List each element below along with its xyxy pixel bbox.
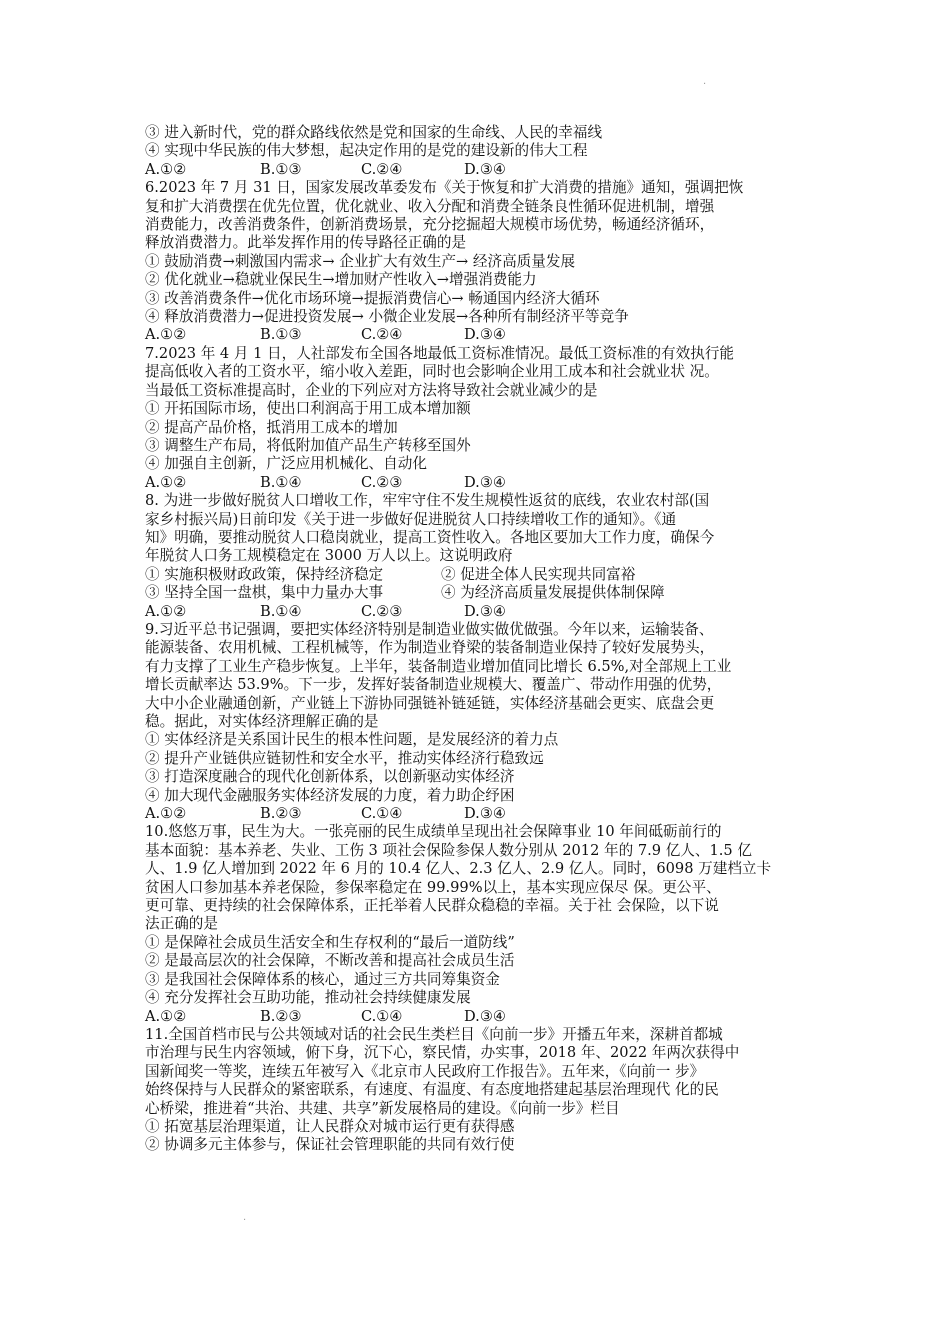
q8-stem-line: 知》明确，要推动脱贫人口稳岗就业，提高工资性收入。各地区要加大工作力度，确保今 bbox=[145, 528, 715, 546]
q7-item-4: ④ 加强自主创新，广泛应用机械化、自动化 bbox=[145, 455, 427, 473]
q9-item-2: ② 提升产业链供应链韧性和安全水平，推动实体经济行稳致远 bbox=[145, 749, 544, 767]
q10-option-d[interactable]: D.③④ bbox=[464, 1007, 506, 1025]
question-6 bbox=[145, 179, 810, 345]
q10-item-3: ③ 是我国社会保障体系的核心，通过三方共同筹集资金 bbox=[145, 970, 500, 988]
q6-item-1: ① 鼓励消费→刺激国内需求→ 企业扩大有效生产→ 经济高质量发展 bbox=[145, 252, 576, 270]
q5-option-d[interactable]: D.③④ bbox=[464, 160, 506, 178]
q8-item-1: ① 实施积极财政政策，保持经济稳定 bbox=[145, 565, 384, 583]
q8-options bbox=[145, 603, 810, 621]
q11-stem-line: 心桥梁，推进着“共治、共建、共享”新发展格局的建设。《向前一步》栏目 bbox=[145, 1099, 620, 1117]
q9-stem-line: 能源装备、农用机械、工程机械等，作为制造业脊梁的装备制造业保持了较好发展势头， bbox=[145, 639, 715, 657]
q6-stem-line: 释放消费潜力。此举发挥作用的传导路径正确的是 bbox=[145, 234, 467, 252]
q7-option-a[interactable]: A.①② bbox=[145, 473, 187, 491]
q10-stem-line: 法正确的是 bbox=[145, 915, 218, 933]
q5-options bbox=[145, 161, 810, 179]
q7-stem-line: 提高低收入者的工资水平，缩小收入差距，同时也会影响企业用工成本和社会就业状 况。 bbox=[145, 363, 719, 381]
q9-item-3: ③ 打造深度融合的现代化创新体系，以创新驱动实体经济 bbox=[145, 768, 515, 786]
q6-option-d[interactable]: D.③④ bbox=[464, 326, 506, 344]
q10-options bbox=[145, 1008, 810, 1026]
q5-item-4: ④ 实现中华民族的伟大梦想，起决定作用的是党的建设新的伟大工程 bbox=[145, 142, 588, 160]
top-dot-mark: . bbox=[703, 76, 707, 87]
q11-item-1: ① 拓宽基层治理渠道，让人民群众对城市运行更有获得感 bbox=[145, 1117, 515, 1135]
q7-option-c[interactable]: C.②③ bbox=[361, 473, 403, 491]
q9-stem-line: 大中小企业融通创新，产业链上下游协同强链补链延链，实体经济基础会更实、底盘会更 bbox=[145, 694, 715, 712]
q6-item-4: ④ 释放消费潜力→促进投资发展→ 小微企业发展→各种所有制经济平等竞争 bbox=[145, 308, 629, 326]
q7-stem-line: 当最低工资标准提高时，企业的下列应对方法将导致社会就业减少的是 bbox=[145, 381, 598, 399]
q8-stem-line: 年脱贫人口务工规模稳定在 3000 万人以上。这说明政府 bbox=[145, 547, 513, 565]
question-11 bbox=[145, 1026, 810, 1155]
q9-stem-line: 增长贡献率达 53.9%。下一步，发挥好装备制造业规模大、覆盖广、带动作用强的优势， bbox=[145, 676, 722, 694]
q10-option-c[interactable]: C.①④ bbox=[361, 1007, 403, 1025]
q9-item-4: ④ 加大现代金融服务实体经济发展的力度，着力助企纾困 bbox=[145, 786, 515, 804]
q10-stem-line: 10.悠悠万事，民生为大。一张亮丽的民生成绩单呈现出社会保障事业 10 年间砥砺前行的 bbox=[145, 823, 722, 841]
q9-stem-line: 稳。据此，对实体经济理解正确的是 bbox=[145, 713, 379, 730]
question-9 bbox=[145, 621, 810, 823]
q7-item-3: ③ 调整生产布局，将低附加值产品生产转移至国外 bbox=[145, 436, 471, 454]
q10-stem-line: 更可靠、更持续的社会保障体系，正托举着人民群众稳稳的幸福。关于社 会保险，以下说 bbox=[145, 897, 719, 915]
q8-stem-line: 家乡村振兴局)日前印发《关于进一步做好促进脱贫人口持续增收工作的通知》。《通 bbox=[145, 510, 677, 528]
exam-page bbox=[145, 124, 810, 1155]
q10-stem-line: 人、1.9 亿人增加到 2022 年 6 月的 10.4 亿人、2.3 亿人、2.9 亿人。同时，6098 万建档立卡 bbox=[145, 860, 772, 878]
q6-item-3: ③ 改善消费条件→优化市场环境→提振消费信心→ 畅通国内经济大循环 bbox=[145, 289, 600, 307]
q11-stem-line: 始终保持与人民群众的紧密联系，有速度、有温度、有态度地搭建起基层治理现代 化的民 bbox=[145, 1081, 719, 1099]
q11-stem-line: 市治理与民生内容领域，俯下身，沉下心，察民情，办实事，2018 年、2022 年两次获得中 bbox=[145, 1044, 740, 1062]
q8-item-4: ④ 为经济高质量发展提供体制保障 bbox=[441, 584, 665, 602]
q10-option-a[interactable]: A.①② bbox=[145, 1007, 187, 1025]
q9-option-c[interactable]: C.①④ bbox=[361, 805, 403, 823]
bottom-dot-mark: . bbox=[243, 1212, 247, 1223]
q5-option-c[interactable]: C.②④ bbox=[361, 160, 403, 178]
q9-stem-line: 有力支撑了工业生产稳步恢复。上半年，装备制造业增加值同比增长 6.5%,对全部规上工业 bbox=[145, 657, 732, 675]
q6-option-b[interactable]: B.①③ bbox=[260, 326, 302, 344]
q6-options bbox=[145, 326, 810, 344]
q7-option-d[interactable]: D.③④ bbox=[464, 473, 506, 491]
q10-item-2: ② 是最高层次的社会保障，不断改善和提高社会成员生活 bbox=[145, 952, 515, 970]
q8-items-row bbox=[145, 584, 810, 602]
q8-option-d[interactable]: D.③④ bbox=[464, 602, 506, 620]
q8-option-b[interactable]: B.①④ bbox=[260, 602, 302, 620]
q10-stem-line: 贫困人口参加基本养老保险，参保率稳定在 99.99%以上，基本实现应保尽 保。更公平、 bbox=[145, 878, 721, 896]
question-7 bbox=[145, 345, 810, 492]
question-5-tail bbox=[145, 124, 810, 179]
q9-option-b[interactable]: B.②③ bbox=[260, 805, 302, 823]
q8-items-row bbox=[145, 566, 810, 584]
q7-item-1: ① 开拓国际市场，使出口利润高于用工成本增加额 bbox=[145, 400, 471, 418]
q9-item-1: ① 实体经济是关系国计民生的根本性问题，是发展经济的着力点 bbox=[145, 731, 559, 749]
q5-item-3: ③ 进入新时代，党的群众路线依然是党和国家的生命线、人民的幸福线 bbox=[145, 124, 603, 141]
q11-stem-line: 11.全国首档市民与公共领域对话的社会民生类栏目《向前一步》开播五年来，深耕首都城 bbox=[145, 1025, 723, 1043]
q6-stem-line: 消费能力，改善消费条件，创新消费场景，充分挖掘超大规模市场优势，畅通经济循环， bbox=[145, 216, 715, 234]
q10-item-1: ① 是保障社会成员生活安全和生存权利的“最后一道防线” bbox=[145, 933, 515, 951]
q6-stem-line: 复和扩大消费摆在优先位置，优化就业、收入分配和消费全链条良性循环促进机制，增强 bbox=[145, 197, 715, 215]
q10-item-4: ④ 充分发挥社会互助功能，推动社会持续健康发展 bbox=[145, 989, 471, 1007]
q11-stem-line: 国新闻奖一等奖，连续五年被写入《北京市人民政府工作报告》。五年来，《向前一 步》 bbox=[145, 1062, 705, 1080]
q9-options bbox=[145, 805, 810, 823]
q6-option-a[interactable]: A.①② bbox=[145, 326, 187, 344]
q6-item-2: ② 优化就业→稳就业保民生→增加财产性收入→增强消费能力 bbox=[145, 271, 537, 289]
q7-options bbox=[145, 474, 810, 492]
q5-option-b[interactable]: B.①③ bbox=[260, 160, 302, 178]
q6-option-c[interactable]: C.②④ bbox=[361, 326, 403, 344]
q5-option-a[interactable]: A.①② bbox=[145, 160, 187, 178]
q7-item-2: ② 提高产品价格，抵消用工成本的增加 bbox=[145, 418, 398, 436]
question-10 bbox=[145, 823, 810, 1025]
question-8 bbox=[145, 492, 810, 621]
q8-option-c[interactable]: C.②③ bbox=[361, 602, 403, 620]
q9-stem-line: 9.习近平总书记强调，要把实体经济特别是制造业做实做优做强。今年以来，运输装备、 bbox=[145, 620, 714, 638]
q7-option-b[interactable]: B.①④ bbox=[260, 473, 302, 491]
q7-stem-line: 7.2023 年 4 月 1 日，人社部发布全国各地最低工资标准情况。最低工资标准的有效执行能 bbox=[145, 344, 735, 362]
q8-item-2: ② 促进全体人民实现共同富裕 bbox=[441, 565, 636, 583]
q9-option-a[interactable]: A.①② bbox=[145, 805, 187, 823]
q8-option-a[interactable]: A.①② bbox=[145, 602, 187, 620]
q8-stem-line: 8. 为进一步做好脱贫人口增收工作，牢牢守住不发生规模性返贫的底线，农业农村部(国 bbox=[145, 492, 710, 510]
q10-option-b[interactable]: B.②③ bbox=[260, 1007, 302, 1025]
q8-item-3: ③ 坚持全国一盘棋，集中力量办大事 bbox=[145, 584, 384, 602]
q6-stem-line: 6.2023 年 7 月 31 日，国家发展改革委发布《关于恢复和扩大消费的措施》通知，强调把恢 bbox=[145, 179, 744, 197]
q11-item-2: ② 协调多元主体参与，保证社会管理职能的共同有效行使 bbox=[145, 1136, 515, 1154]
q9-option-d[interactable]: D.③④ bbox=[464, 805, 506, 823]
q10-stem-line: 基本面貌：基本养老、失业、工伤 3 项社会保险参保人数分别从 2012 年的 7.9 亿人、1.5 亿 bbox=[145, 841, 752, 859]
